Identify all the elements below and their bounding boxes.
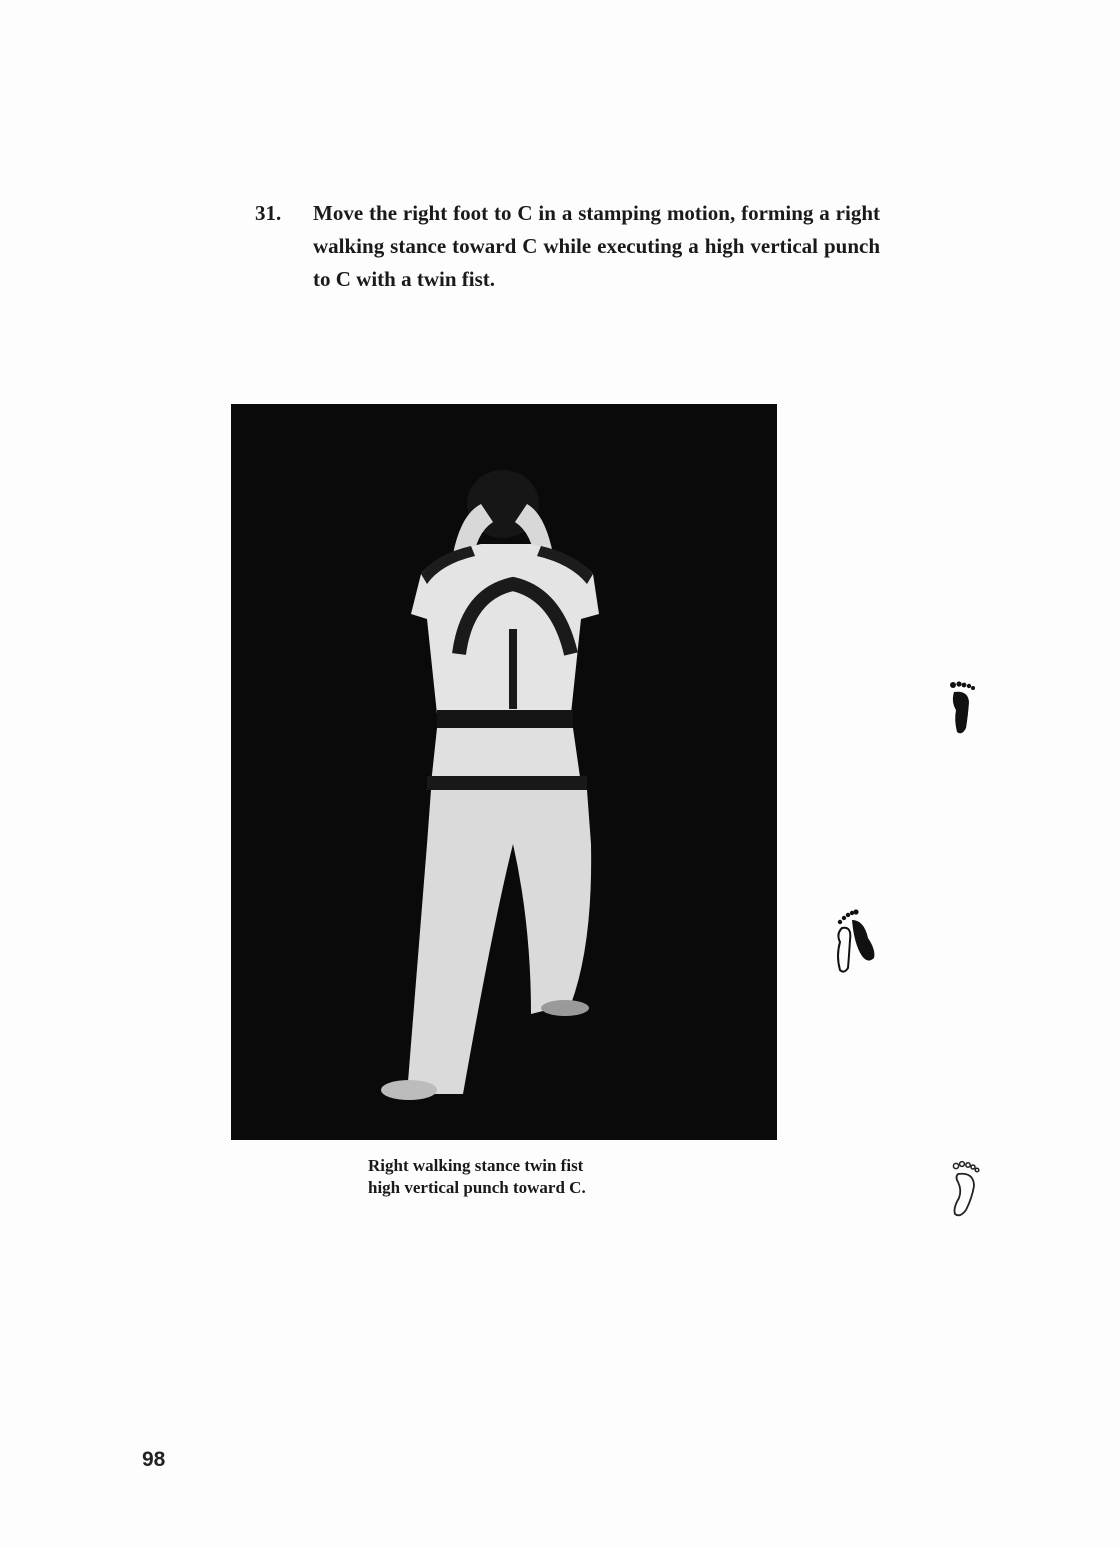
footprint-outline-icon [950,1160,980,1220]
caption-line-2: high vertical punch toward C. [368,1178,586,1197]
step-text: Move the right foot to C in a stamping motion, forming a right walking stance toward C while executing a high vertical punch to C with a twin fist. [313,201,880,291]
caption-line-1: Right walking stance twin fist [368,1156,584,1175]
photo-caption [368,1155,688,1199]
technique-photo [231,404,777,1140]
page-number: 98 [142,1448,166,1471]
practitioner-figure [231,404,777,1140]
step-number: 31. [255,201,282,225]
footprint-pair-icon [832,908,880,978]
step-instruction [255,197,880,296]
footprint-solid-icon [948,680,976,736]
